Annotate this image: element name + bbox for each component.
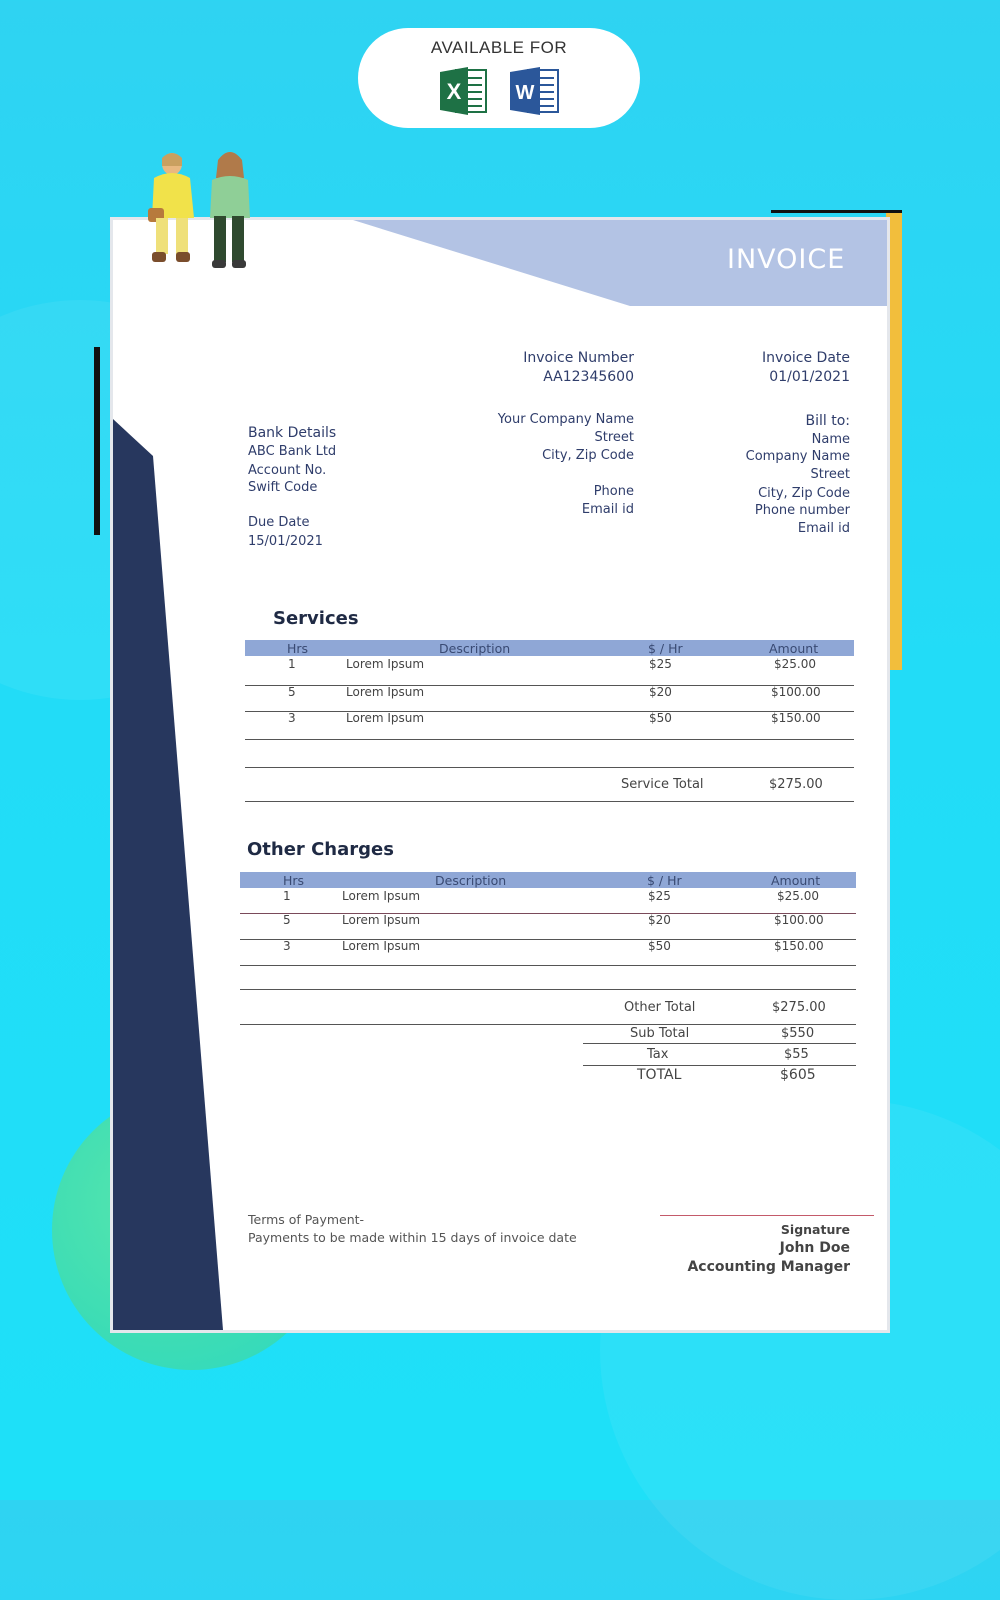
paper-decoration — [113, 220, 887, 1330]
signer-role: Accounting Manager — [687, 1259, 850, 1275]
row-amount: $150.00 — [771, 711, 821, 725]
invoice-number-label: Invoice Number — [523, 350, 634, 366]
grand-total: $605 — [780, 1067, 816, 1083]
row-divider — [245, 767, 854, 768]
bank-name: ABC Bank Ltd — [248, 444, 337, 459]
bill-to-company: Company Name — [745, 449, 850, 464]
figurine-green — [200, 148, 270, 276]
company-city: City, Zip Code — [542, 448, 634, 463]
invoice-title: INVOICE — [727, 244, 846, 275]
row-divider — [240, 913, 856, 914]
word-icon — [508, 66, 560, 116]
excel-letter: X — [446, 79, 462, 104]
row-divider — [240, 939, 856, 940]
row-hrs: 1 — [288, 657, 296, 671]
row-rate: $50 — [649, 711, 672, 725]
row-amount: $100.00 — [774, 913, 824, 927]
tax-label: Tax — [647, 1047, 669, 1062]
row-hrs: 5 — [288, 685, 296, 699]
bill-to-title: Bill to: — [805, 413, 850, 429]
company-email: Email id — [581, 502, 634, 517]
due-date-label: Due Date — [248, 515, 310, 530]
row-divider — [240, 989, 856, 990]
row-divider — [583, 1043, 856, 1044]
terms-title: Terms of Payment- — [248, 1212, 365, 1227]
bill-to-city: City, Zip Code — [758, 486, 850, 501]
signature-label: Signature — [780, 1222, 850, 1237]
excel-icon — [438, 66, 490, 116]
row-amount: $25.00 — [774, 657, 816, 671]
invoice-date-label: Invoice Date — [762, 350, 850, 366]
row-divider — [240, 1024, 856, 1025]
bill-to-phone: Phone number — [754, 503, 850, 518]
terms-text: Payments to be made within 15 days of invoice date — [248, 1230, 577, 1245]
swift-code: Swift Code — [248, 480, 318, 495]
row-rate: $20 — [648, 913, 671, 927]
row-divider — [240, 965, 856, 966]
tax: $55 — [784, 1047, 809, 1062]
row-hrs: 3 — [283, 939, 291, 953]
row-description: Lorem Ipsum — [342, 913, 421, 927]
invoice-number: AA12345600 — [543, 369, 634, 385]
header-hrs: Hrs — [283, 873, 305, 888]
row-rate: $25 — [648, 889, 671, 903]
invoice-date: 01/01/2021 — [769, 369, 850, 385]
row-rate: $25 — [649, 657, 672, 671]
row-description: Lorem Ipsum — [342, 889, 421, 903]
signer-name: John Doe — [779, 1240, 850, 1256]
header-description: Description — [439, 641, 511, 656]
header-description: Description — [435, 873, 507, 888]
row-hrs: 5 — [283, 913, 291, 927]
available-for-badge — [358, 28, 640, 128]
header-rate: $ / Hr — [647, 873, 682, 888]
account-number: Account No. — [248, 463, 327, 478]
black-accent-line — [771, 210, 902, 213]
header-amount: Amount — [769, 641, 819, 656]
row-divider — [245, 801, 854, 802]
row-hrs: 1 — [283, 889, 291, 903]
subtotal: $550 — [781, 1026, 815, 1041]
header-amount: Amount — [771, 873, 821, 888]
signature-line — [660, 1215, 874, 1216]
bank-details-title: Bank Details — [248, 425, 337, 441]
total-label: TOTAL — [637, 1067, 682, 1083]
table-header — [245, 640, 854, 656]
invoice-paper — [113, 220, 887, 1330]
yellow-accent-bar — [886, 212, 902, 670]
other-total-label: Other Total — [624, 1000, 696, 1015]
due-date: 15/01/2021 — [248, 534, 323, 549]
subtotal-label: Sub Total — [630, 1026, 690, 1041]
other-total: $275.00 — [772, 1000, 826, 1015]
table-header — [240, 872, 856, 888]
row-rate: $50 — [648, 939, 671, 953]
row-description: Lorem Ipsum — [346, 657, 425, 671]
badge-title: AVAILABLE FOR — [430, 38, 568, 57]
row-description: Lorem Ipsum — [346, 685, 425, 699]
bill-to-street: Street — [810, 467, 850, 482]
row-description: Lorem Ipsum — [346, 711, 425, 725]
bill-to-name: Name — [811, 432, 850, 447]
row-rate: $20 — [649, 685, 672, 699]
black-accent-bar — [94, 347, 100, 535]
row-divider — [245, 739, 854, 740]
company-name: Your Company Name — [497, 412, 634, 427]
other-charges-title: Other Charges — [247, 839, 394, 860]
service-total-label: Service Total — [621, 777, 704, 792]
header-rate: $ / Hr — [648, 641, 683, 656]
row-divider — [245, 711, 854, 712]
row-amount: $25.00 — [777, 889, 819, 903]
services-title: Services — [273, 608, 359, 629]
company-phone: Phone — [593, 484, 634, 499]
word-letter: W — [515, 82, 535, 104]
row-divider — [245, 685, 854, 686]
row-amount: $150.00 — [774, 939, 824, 953]
row-hrs: 3 — [288, 711, 296, 725]
bill-to-email: Email id — [797, 521, 850, 536]
row-divider — [583, 1065, 856, 1066]
row-amount: $100.00 — [771, 685, 821, 699]
service-total: $275.00 — [769, 777, 823, 792]
row-description: Lorem Ipsum — [342, 939, 421, 953]
header-hrs: Hrs — [287, 641, 309, 656]
company-street: Street — [594, 430, 634, 445]
